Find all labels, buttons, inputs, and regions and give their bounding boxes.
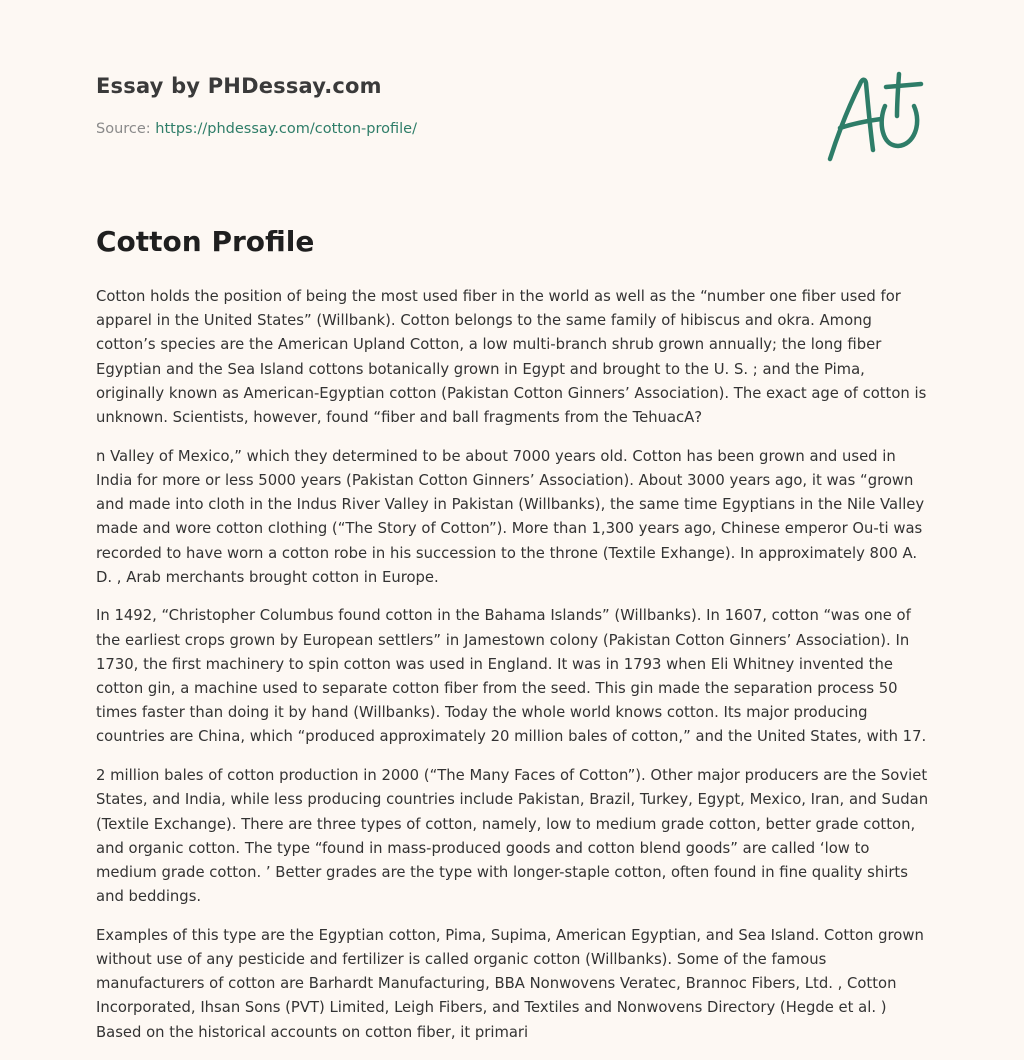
essay-paragraph-4: 2 million bales of cotton production in 2000 (“The Many Faces of Cotton”). Other major producers are the Soviet States, and India, while less producing countries include Pakistan, Brazil, Turkey, Egypt, Mexico, Iran, and Sudan (Textile Exchange). There are three types of cotton, namely, low to medium grade cotton, better grade cotton, and organic cotton. The type “found in mass-produced goods and cotton blend goods” are called ‘low to medium grade cotton. ’ Better grades are the type with longer-staple cotton, often found in fine quality shirts and beddings. <box>96 767 929 906</box>
source-line <box>96 121 928 137</box>
a-plus-logo-icon <box>818 66 930 166</box>
essay-paragraph-5: Examples of this type are the Egyptian cotton, Pima, Supima, American Egyptian, and Sea Island. Cotton grown without use of any pesticide and fertilizer is called organic cotton (Willbanks). Some of the famous manufacturers of cotton are Barhardt Manufacturing, BBA Nonwovens Veratec, Brannoc Fibers, Ltd. , Cotton Incorporated, Ihsan Sons (PVT) Limited, Leigh Fibers, and Textiles and Nonwovens Directory (Hegde et al. ) Based on the historical accounts on cotton fiber, it primari <box>96 926 924 1041</box>
essay-paragraph-3: In 1492, “Christopher Columbus found cotton in the Bahama Islands” (Willbanks). In 1607, cotton “was one of the earliest crops grown by European settlers” in Jamestown colony (Pakistan Cotton Ginners’ Association). In 1730, the first machinery to spin cotton was used in England. It was in 1793 when Eli Whitney invented the cotton gin, a machine used to separate cotton fiber from the seed. This gin made the separation process 50 times faster than doing it by hand (Willbanks). Today the whole world knows cotton. Its major producing countries are China, which “produced approximately 20 million bales of cotton,” and the United States, with 17. <box>96 607 927 746</box>
source-label: Source: <box>96 121 156 137</box>
essay-body <box>96 285 934 1059</box>
essay-paragraph-1: Cotton holds the position of being the most used fiber in the world as well as the “number one fiber used for apparel in the United States” (Willbank). Cotton belongs to the same family of hibiscus and okra. Among cotton’s species are the American Upland Cotton, a low multi-branch shrub grown annually; the long fiber Egyptian and the Sea Island cottons botanically grown in Egypt and brought to the U. S. ; and the Pima, originally known as American-Egyptian cotton (Pakistan Cotton Ginners’ Association). The exact age of cotton is unknown. Scientists, however, found “fiber and ball fragments from the TehuacA? <box>96 288 927 427</box>
page-header <box>96 74 928 137</box>
site-title: Essay by PHDessay.com <box>96 74 382 98</box>
essay-paragraph-2: n Valley of Mexico,” which they determined to be about 7000 years old. Cotton has been grown and used in India for more or less 5000 years (Pakistan Cotton Ginners’ Association). About 3000 years ago, it was “grown and made into cloth in the Indus River Valley in Pakistan (Willbanks), the same time Egyptians in the Nile Valley made and wore cotton clothing (“The Story of Cotton”). More than 1,300 years ago, Chinese emperor Ou-ti was recorded to have worn a cotton robe in his succession to the throne (Textile Exhange). In approximately 800 A. D. , Arab merchants brought cotton in Europe. <box>96 447 925 586</box>
source-link[interactable]: https://phdessay.com/cotton-profile/ <box>155 121 417 137</box>
page-title: Cotton Profile <box>96 225 315 258</box>
